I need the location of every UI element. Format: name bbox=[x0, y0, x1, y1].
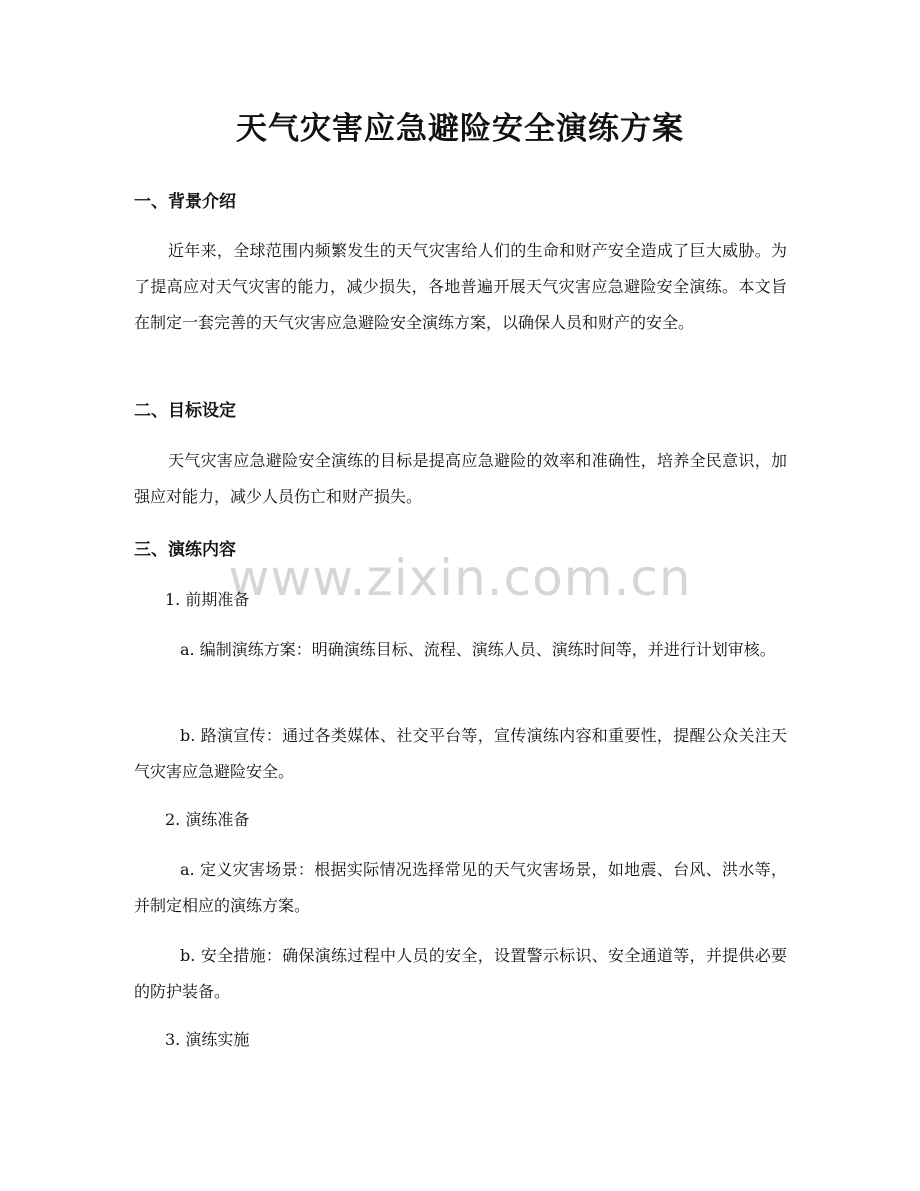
subsection-label-preparation: 1. 前期准备 bbox=[165, 590, 250, 609]
list-item: b. 安全措施：确保演练过程中人员的安全，设置警示标识、安全通道等，并提供必要的防护装备。 bbox=[134, 946, 787, 1001]
list-item: b. 路演宣传：通过各类媒体、社交平台等，宣传演练内容和重要性，提醒公众关注天气灾害应急避险安全。 bbox=[134, 726, 787, 781]
list-item: a. 编制演练方案：明确演练目标、流程、演练人员、演练时间等，并进行计划审核。 bbox=[180, 640, 776, 659]
section-heading-content: 三、演练内容 bbox=[134, 540, 236, 560]
section-paragraph-goals: 天气灾害应急避险安全演练的目标是提高应急避险的效率和准确性，培养全民意识，加强应对能力，减少人员伤亡和财产损失。 bbox=[134, 451, 787, 506]
section-heading-background: 一、背景介绍 bbox=[134, 192, 236, 212]
watermark: www.zixin.com.cn bbox=[228, 549, 692, 607]
list-item: a. 定义灾害场景：根据实际情况选择常见的天气灾害场景，如地震、台风、洪水等，并制定相应的演练方案。 bbox=[134, 860, 787, 915]
subsection-label-drill-prep: 2. 演练准备 bbox=[165, 810, 250, 829]
subsection-label-implementation: 3. 演练实施 bbox=[165, 1030, 250, 1049]
section-paragraph-background: 近年来，全球范围内频繁发生的天气灾害给人们的生命和财产安全造成了巨大威胁。为了提高应对天气灾害的能力，减少损失，各地普遍开展天气灾害应急避险安全演练。本文旨在制定一套完善的天气灾害应急避险安全演练方案，以确保人员和财产的安全。 bbox=[134, 241, 787, 332]
section-heading-goals: 二、目标设定 bbox=[134, 401, 236, 421]
page-title: 天气灾害应急避险安全演练方案 bbox=[236, 111, 684, 147]
